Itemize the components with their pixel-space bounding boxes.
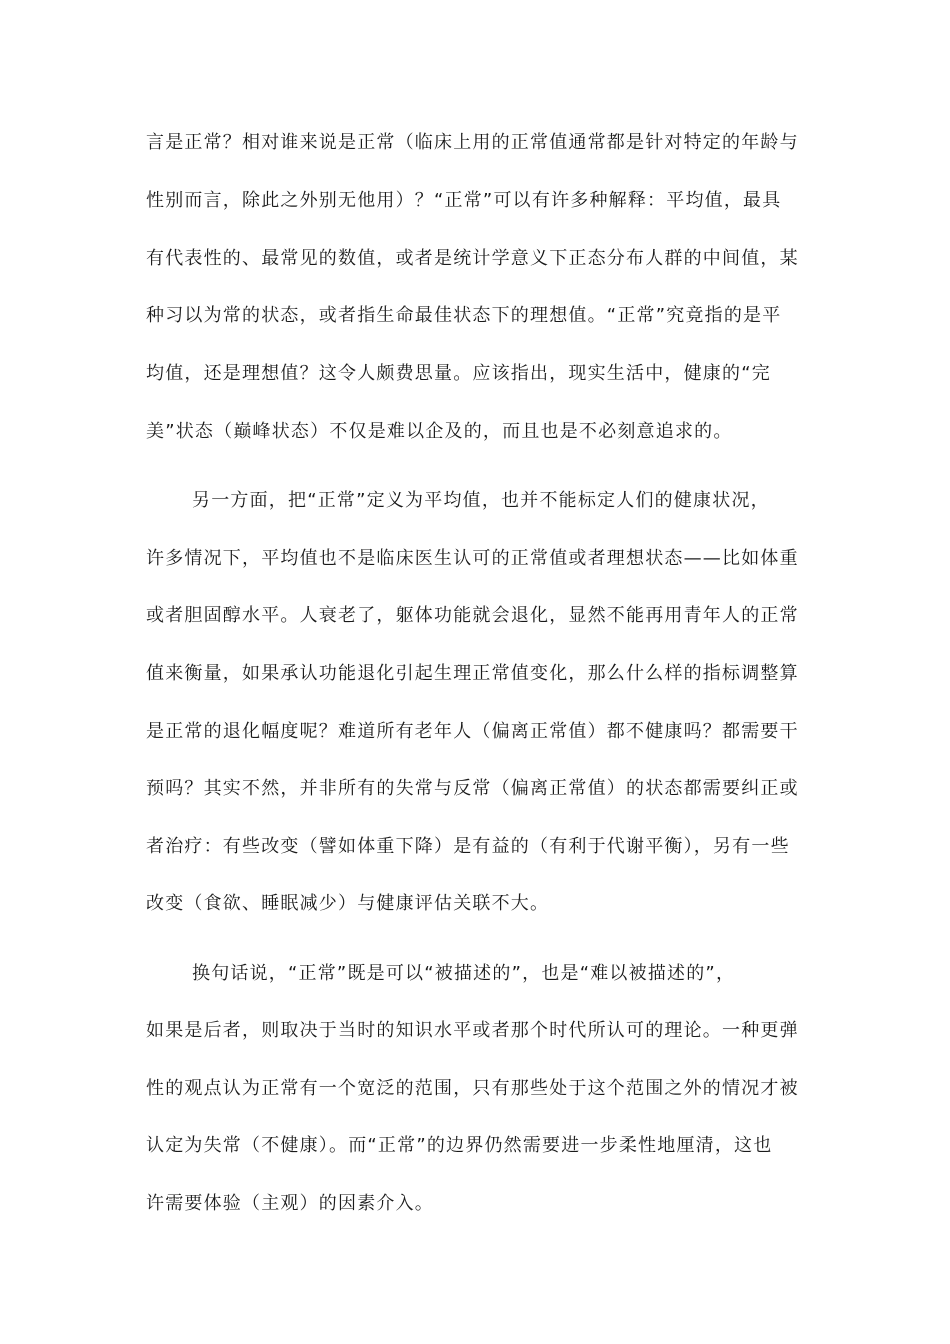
paragraph-2-line-8: 改变（食欲、睡眠减少）与健康评估关联不大。 — [146, 893, 550, 914]
paragraph-2-line-2: 许多情况下，平均值也不是临床医生认可的正常值或者理想状态——比如体重 — [146, 548, 799, 569]
paragraph-1-line-1: 言是正常？相对谁来说是正常（临床上用的正常值通常都是针对特定的年龄与 — [146, 132, 799, 153]
paragraph-2-line-7: 者治疗：有些改变（譬如体重下降）是有益的（有利于代谢平衡），另有一些 — [146, 836, 790, 857]
paragraph-3-line-2: 如果是后者，则取决于当时的知识水平或者那个时代所认可的理论。一种更弹 — [146, 1020, 799, 1041]
paragraph-1-line-2: 性别而言，除此之外别无他用）？“正常”可以有许多种解释：平均值，最具 — [146, 190, 782, 211]
paragraph-3-line-1: 换句话说，“正常”既是可以“被描述的”，也是“难以被描述的”， — [192, 963, 736, 984]
paragraph-2-line-6: 预吗？其实不然，并非所有的失常与反常（偏离正常值）的状态都需要纠正或 — [146, 778, 799, 799]
paragraph-1-line-6: 美”状态（巅峰状态）不仅是难以企及的，而且也是不必刻意追求的。 — [146, 421, 733, 442]
paragraph-1-line-4: 种习以为常的状态，或者指生命最佳状态下的理想值。“正常”究竟指的是平 — [146, 305, 782, 326]
paragraph-3-line-5: 许需要体验（主观）的因素介入。 — [146, 1193, 434, 1214]
paragraph-3-line-3: 性的观点认为正常有一个宽泛的范围，只有那些处于这个范围之外的情况才被 — [146, 1078, 799, 1099]
paragraph-2-line-1: 另一方面，把“正常”定义为平均值，也并不能标定人们的健康状况， — [192, 490, 770, 511]
paragraph-1-line-3: 有代表性的、最常见的数值，或者是统计学意义下正态分布人群的中间值，某 — [146, 248, 799, 269]
paragraph-2-line-4: 值来衡量，如果承认功能退化引起生理正常值变化，那么什么样的指标调整算 — [146, 663, 799, 684]
paragraph-2-line-3: 或者胆固醇水平。人衰老了，躯体功能就会退化，显然不能再用青年人的正常 — [146, 605, 799, 626]
paragraph-3-line-4: 认定为失常（不健康）。而“正常”的边界仍然需要进一步柔性地厘清，这也 — [146, 1135, 773, 1156]
paragraph-1-line-5: 均值，还是理想值？这令人颇费思量。应该指出，现实生活中，健康的“完 — [146, 363, 771, 384]
paragraph-2-line-5: 是正常的退化幅度呢？难道所有老年人（偏离正常值）都不健康吗？都需要干 — [146, 721, 799, 742]
